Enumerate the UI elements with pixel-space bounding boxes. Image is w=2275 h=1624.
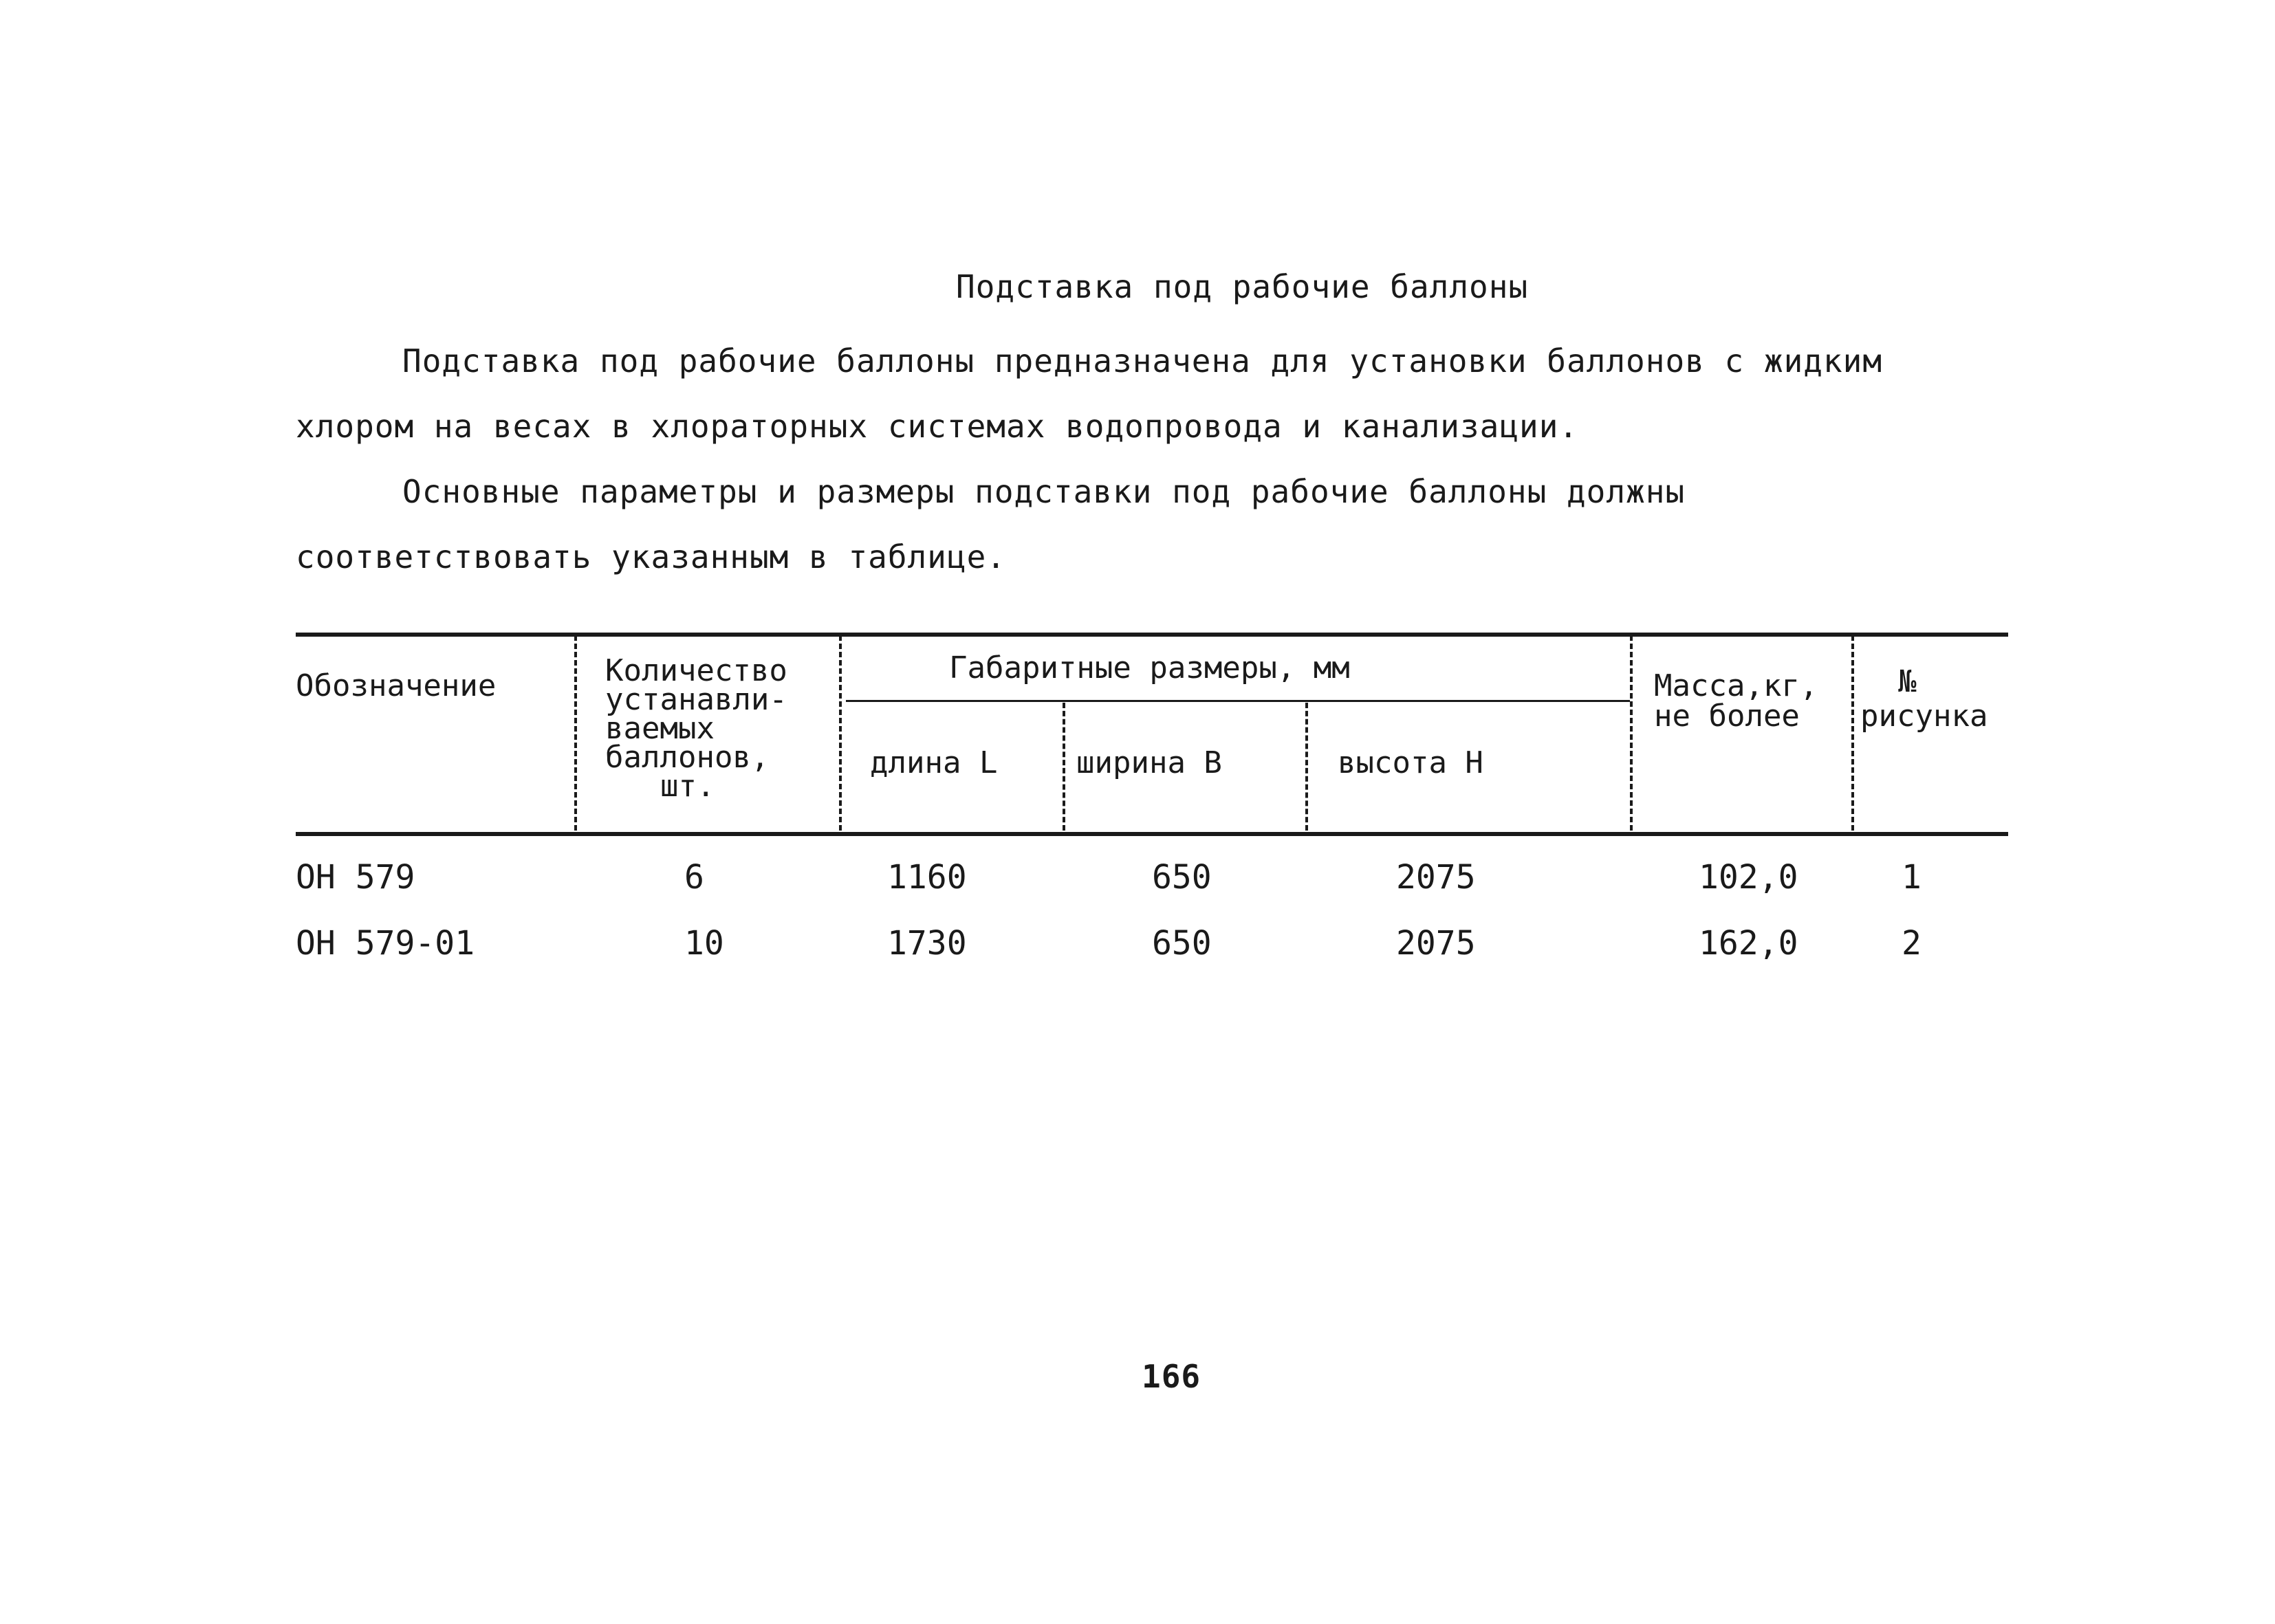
header-figure-1: № — [1898, 664, 1917, 699]
header-mass-1: Масса,кг, — [1654, 668, 1818, 703]
header-mass-2: не более — [1654, 699, 1800, 734]
table-row-1-designation: ОН 579 — [296, 858, 415, 897]
table-row-2-height: 2075 — [1396, 924, 1476, 963]
header-dimensions: Габаритные размеры, мм — [949, 650, 1350, 685]
document-title: Подставка под рабочие баллоны — [956, 268, 1529, 305]
table-row-1-count: 6 — [684, 858, 704, 897]
col-sep-5 — [1630, 635, 1633, 831]
table-row-1-height: 2075 — [1396, 858, 1476, 897]
header-figure-2: рисунка — [1860, 699, 1988, 734]
table-row-2-mass: 162,0 — [1699, 924, 1798, 963]
table-row-1-mass: 102,0 — [1699, 858, 1798, 897]
paragraph-purpose — [296, 329, 1994, 459]
header-height: высота Н — [1338, 745, 1483, 780]
col-sep-2 — [839, 635, 842, 831]
paragraph-purpose-text: Подставка под рабочие баллоны предназначена для установки баллонов с жидким хлором на весах в хлораторных системах водопровода и канализации. — [296, 342, 1883, 445]
table-row-2-width: 650 — [1152, 924, 1212, 963]
header-designation: Обозначение — [296, 668, 497, 703]
table-row-1-width: 650 — [1152, 858, 1212, 897]
col-sep-6 — [1851, 635, 1854, 831]
header-length: длина L — [870, 745, 998, 780]
page-number: 166 — [1142, 1358, 1201, 1395]
col-sep-3 — [1063, 703, 1065, 831]
header-count-2: устанавли- — [605, 682, 787, 717]
col-sep-4 — [1305, 703, 1308, 831]
table-row-2-designation: ОН 579-01 — [296, 924, 475, 963]
dimensions-sub-rule — [846, 700, 1630, 702]
header-count-4: баллонов, — [605, 740, 770, 775]
table-row-2-figure: 2 — [1902, 924, 1922, 963]
col-sep-1 — [574, 635, 577, 831]
paragraph-parameters — [296, 459, 1994, 590]
table-header-bottom-rule — [296, 832, 2008, 836]
table-row-1-figure: 1 — [1902, 858, 1922, 897]
header-count-3: ваемых — [605, 711, 715, 746]
header-width: ширина В — [1076, 745, 1222, 780]
table-row-2-length: 1730 — [887, 924, 967, 963]
header-count-1: Количество — [605, 653, 787, 688]
paragraph-parameters-text: Основные параметры и размеры подставки под рабочие баллоны должны соответствовать указанным в таблице. — [296, 473, 1686, 575]
table-row-1-length: 1160 — [887, 858, 967, 897]
table-row-2-count: 10 — [684, 924, 724, 963]
header-count-5: шт. — [660, 769, 715, 804]
table-top-rule — [296, 633, 2008, 637]
